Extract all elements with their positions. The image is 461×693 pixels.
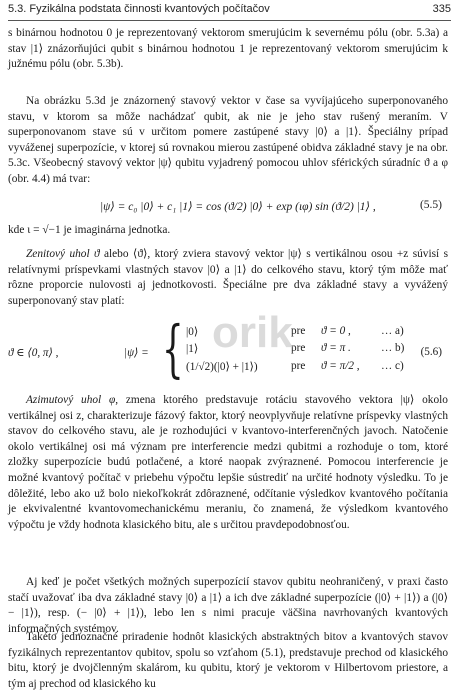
case-pre: pre [291, 342, 306, 354]
chapter-title: 5.3. Fyzikálna podstata činnosti kvantových počítačov [8, 3, 270, 15]
running-header [8, 3, 451, 21]
paragraph-5: Aj keď je počet všetkých možných superpozícií stavov qubitu neohraničený, v praxi často stačí uvažovať iba dva základné stavy |0⟩ a |1⟩ a ich dve základné superpozície (|0⟩ + |1⟩) a (|0⟩ − |1⟩), resp. (− |0⟩ + |1⟩), lebo len s nimi pracuje väčšina navrhovaných kvantových informačných systémov. [8, 576, 448, 635]
case-label: … b) [381, 342, 405, 354]
paragraph-4 [8, 393, 448, 533]
equation-5-5-body: |ψ⟩ = c₀ |0⟩ + c₁ |1⟩ = cos (ϑ/2) |0⟩ + exp (ιφ) sin (ϑ/2) |1⟩ , [100, 201, 376, 213]
case-condition: ϑ = π/2 , [321, 360, 360, 372]
page-number: 335 [432, 3, 451, 15]
left-brace: { [162, 312, 184, 385]
header-rule [8, 20, 451, 21]
case-value: |1⟩ [186, 343, 199, 355]
theta-range: ϑ ∈ ⟨0, π⟩ , [8, 347, 59, 359]
case-label: … c) [381, 360, 404, 372]
watermark-text: orik [212, 308, 293, 357]
paragraph-3 [8, 247, 448, 309]
case-condition: ϑ = 0 , [321, 325, 351, 337]
imaginary-unit-note: kde ι = √−1 je imaginárna jednotka. [8, 224, 171, 236]
azimuth-angle-term: Azimutový uhol φ [26, 394, 116, 406]
paragraph-3-text: alebo ⟨ϑ⟩, ktorý zviera stavový vektor |ψ⟩ s vertikálnou osou +z súvisí s relatívnymi príspevkami vlastných stavov |0⟩ a |1⟩ do celkového stavu, ktorý tým môže mať rôzne proporcie nulovosti aj jednotkovosti. Špeciálne pre dva základné stavy a vyvážený superponovaný stav platí: [8, 248, 448, 307]
case-condition: ϑ = π . [321, 342, 351, 354]
equation-5-6-number: (5.6) [420, 346, 442, 358]
zenith-angle-term: Zenitový uhol ϑ [26, 248, 100, 260]
case-value: (1/√2)(|0⟩ + |1⟩) [186, 361, 258, 373]
case-value: |0⟩ [186, 326, 199, 338]
paragraph-1: s binárnou hodnotou 0 je reprezentovaný vektorom smerujúcim k severnému pólu (obr. 5.3a) a stav |1⟩ znázorňujúci qubit s binárnou hodnotou 1 je reprezentovaný vektorom smerujúcim k južnému pólu (obr. 5.3b). [8, 27, 448, 71]
psi-lhs: |ψ⟩ = [124, 347, 149, 359]
paragraph-4-text: , zmena ktorého predstavuje rotáciu stavového vektora |ψ⟩ okolo vertikálnej osi z, charakterizuje fázový faktor, ktorý neovplyvňuje relatívne príspevky vlastných stavov do celkového stavu, ale je rozhodujúci v kvantovo-interferenčných javoch. Natočenie okolo vertikálnej osi má význam pre interferencie medzi qubitmi a rozhoduje o tom, ktoré zložky superpozície budú potlačené, a ktoré naopak zvýraznené. Pomocou interferencie je možné kvantový počítač v priebehu výpočtu lepšie sústrediť na určité hodnoty výsledku. To je dôležité, lebo ako už bolo niekoľkokrát zdôraznené, odčítanie výsledkov kvantového počítania je ekvivalentné kvantovomechanickému meraniu, čo znamená, že výsledkom kvantového výpočtu je vždy hodnota klasického bitu, ale s určitou pravdepodobnosťou. [8, 394, 448, 531]
equation-5-5-number: (5.5) [419, 199, 442, 211]
paragraph-2: Na obrázku 5.3d je znázornený stavový vektor v čase sa vyvíjajúceho superponovaného stavu, v ktorom sa môže nachádzať qubit, ak nie je jeho stav rušený meraním. V superponovanom stave sú v určitom pomere zastúpené stavy |0⟩ a |1⟩. Špeciálny prípad vyváženej superpozície, v ktorej sú rovnakou mierou zastúpené obidva základné stavy je na obr. 5.3c. Všeobecný stavový vektor |ψ⟩ qubitu vyjadrený pomocou uhlov sférických súradníc ϑ a φ (obr. 4.4) má tvar: [8, 95, 448, 185]
paragraph-6: Takéto jednoznačné priradenie hodnôt klasických abstraktných bitov a kvantových stavov fyzikálnych reprezentantov qubitov, spolu so vzťahom (5.1), predstavuje prechod od klasického bitu, ktorý je dvojčlenným skalárom, ku qubitu, ktorý je vektorom v Hilbertovom priestore, a tým aj prechod od klasického ku [8, 631, 448, 690]
watermark-logo [212, 303, 304, 365]
equation-5-5 [8, 199, 448, 217]
case-label: … a) [381, 325, 404, 337]
case-pre: pre [291, 360, 306, 372]
case-pre: pre [291, 325, 306, 337]
